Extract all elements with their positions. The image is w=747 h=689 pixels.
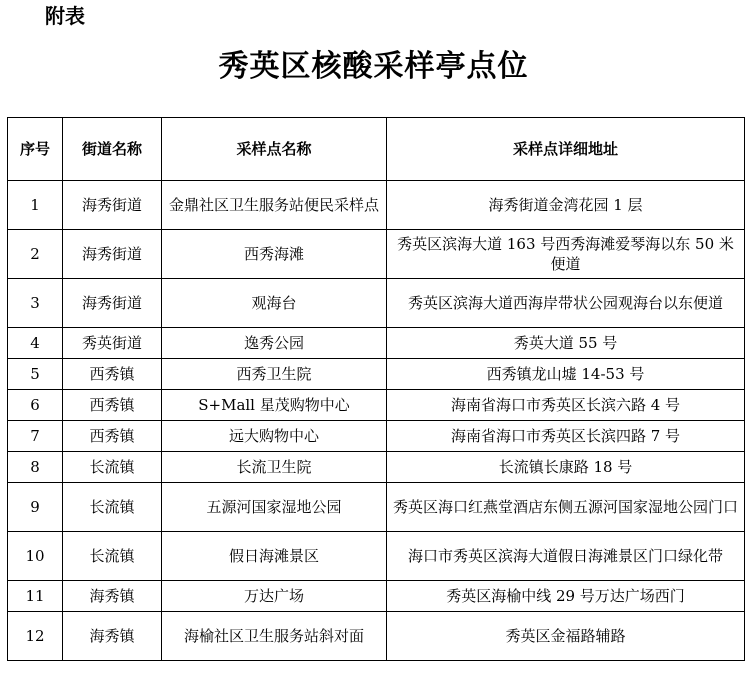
cell-no: 10 <box>8 532 63 581</box>
cell-street: 海秀街道 <box>63 181 162 230</box>
sampling-sites-table <box>7 117 745 661</box>
cell-site: 逸秀公园 <box>162 328 387 359</box>
cell-street: 海秀镇 <box>63 612 162 661</box>
cell-street: 海秀街道 <box>63 230 162 279</box>
cell-address: 西秀镇龙山墟 14-53 号 <box>387 359 745 390</box>
cell-address: 海南省海口市秀英区长滨六路 4 号 <box>387 390 745 421</box>
table-row <box>8 328 745 359</box>
cell-address: 海南省海口市秀英区长滨四路 7 号 <box>387 421 745 452</box>
cell-site: 观海台 <box>162 279 387 328</box>
cell-address: 秀英区滨海大道 163 号西秀海滩爱琴海以东 50 米便道 <box>387 230 745 279</box>
cell-street: 西秀镇 <box>63 421 162 452</box>
table-row <box>8 532 745 581</box>
cell-site: 西秀卫生院 <box>162 359 387 390</box>
cell-no: 11 <box>8 581 63 612</box>
header-street: 街道名称 <box>63 118 162 181</box>
cell-site: 西秀海滩 <box>162 230 387 279</box>
cell-site: 五源河国家湿地公园 <box>162 483 387 532</box>
cell-no: 2 <box>8 230 63 279</box>
cell-street: 海秀街道 <box>63 279 162 328</box>
cell-no: 8 <box>8 452 63 483</box>
cell-address: 秀英区海口红燕堂酒店东侧五源河国家湿地公园门口 <box>387 483 745 532</box>
cell-no: 3 <box>8 279 63 328</box>
cell-street: 西秀镇 <box>63 390 162 421</box>
cell-address: 长流镇长康路 18 号 <box>387 452 745 483</box>
header-no: 序号 <box>8 118 63 181</box>
table-row <box>8 612 745 661</box>
annex-label: 附表 <box>45 4 85 28</box>
cell-no: 1 <box>8 181 63 230</box>
cell-street: 长流镇 <box>63 532 162 581</box>
cell-site: 长流卫生院 <box>162 452 387 483</box>
cell-site: 假日海滩景区 <box>162 532 387 581</box>
cell-site: 海榆社区卫生服务站斜对面 <box>162 612 387 661</box>
cell-no: 5 <box>8 359 63 390</box>
cell-no: 4 <box>8 328 63 359</box>
cell-no: 7 <box>8 421 63 452</box>
table-row <box>8 390 745 421</box>
cell-address: 海秀街道金湾花园 1 层 <box>387 181 745 230</box>
table-row <box>8 581 745 612</box>
header-address: 采样点详细地址 <box>387 118 745 181</box>
cell-site: 万达广场 <box>162 581 387 612</box>
table-row <box>8 230 745 279</box>
cell-site: 金鼎社区卫生服务站便民采样点 <box>162 181 387 230</box>
cell-address: 秀英区海榆中线 29 号万达广场西门 <box>387 581 745 612</box>
cell-street: 西秀镇 <box>63 359 162 390</box>
table-row <box>8 279 745 328</box>
cell-address: 海口市秀英区滨海大道假日海滩景区门口绿化带 <box>387 532 745 581</box>
cell-address: 秀英大道 55 号 <box>387 328 745 359</box>
cell-street: 长流镇 <box>63 483 162 532</box>
cell-site: S+Mall 星茂购物中心 <box>162 390 387 421</box>
table-row <box>8 483 745 532</box>
cell-no: 6 <box>8 390 63 421</box>
table-header-row <box>8 118 745 181</box>
cell-site: 远大购物中心 <box>162 421 387 452</box>
document-title: 秀英区核酸采样亭点位 <box>218 49 529 84</box>
cell-address: 秀英区金福路辅路 <box>387 612 745 661</box>
header-site: 采样点名称 <box>162 118 387 181</box>
table-row <box>8 359 745 390</box>
cell-no: 9 <box>8 483 63 532</box>
table-row <box>8 421 745 452</box>
cell-street: 秀英街道 <box>63 328 162 359</box>
cell-address: 秀英区滨海大道西海岸带状公园观海台以东便道 <box>387 279 745 328</box>
cell-street: 海秀镇 <box>63 581 162 612</box>
table-row <box>8 452 745 483</box>
cell-street: 长流镇 <box>63 452 162 483</box>
cell-no: 12 <box>8 612 63 661</box>
table-row <box>8 181 745 230</box>
